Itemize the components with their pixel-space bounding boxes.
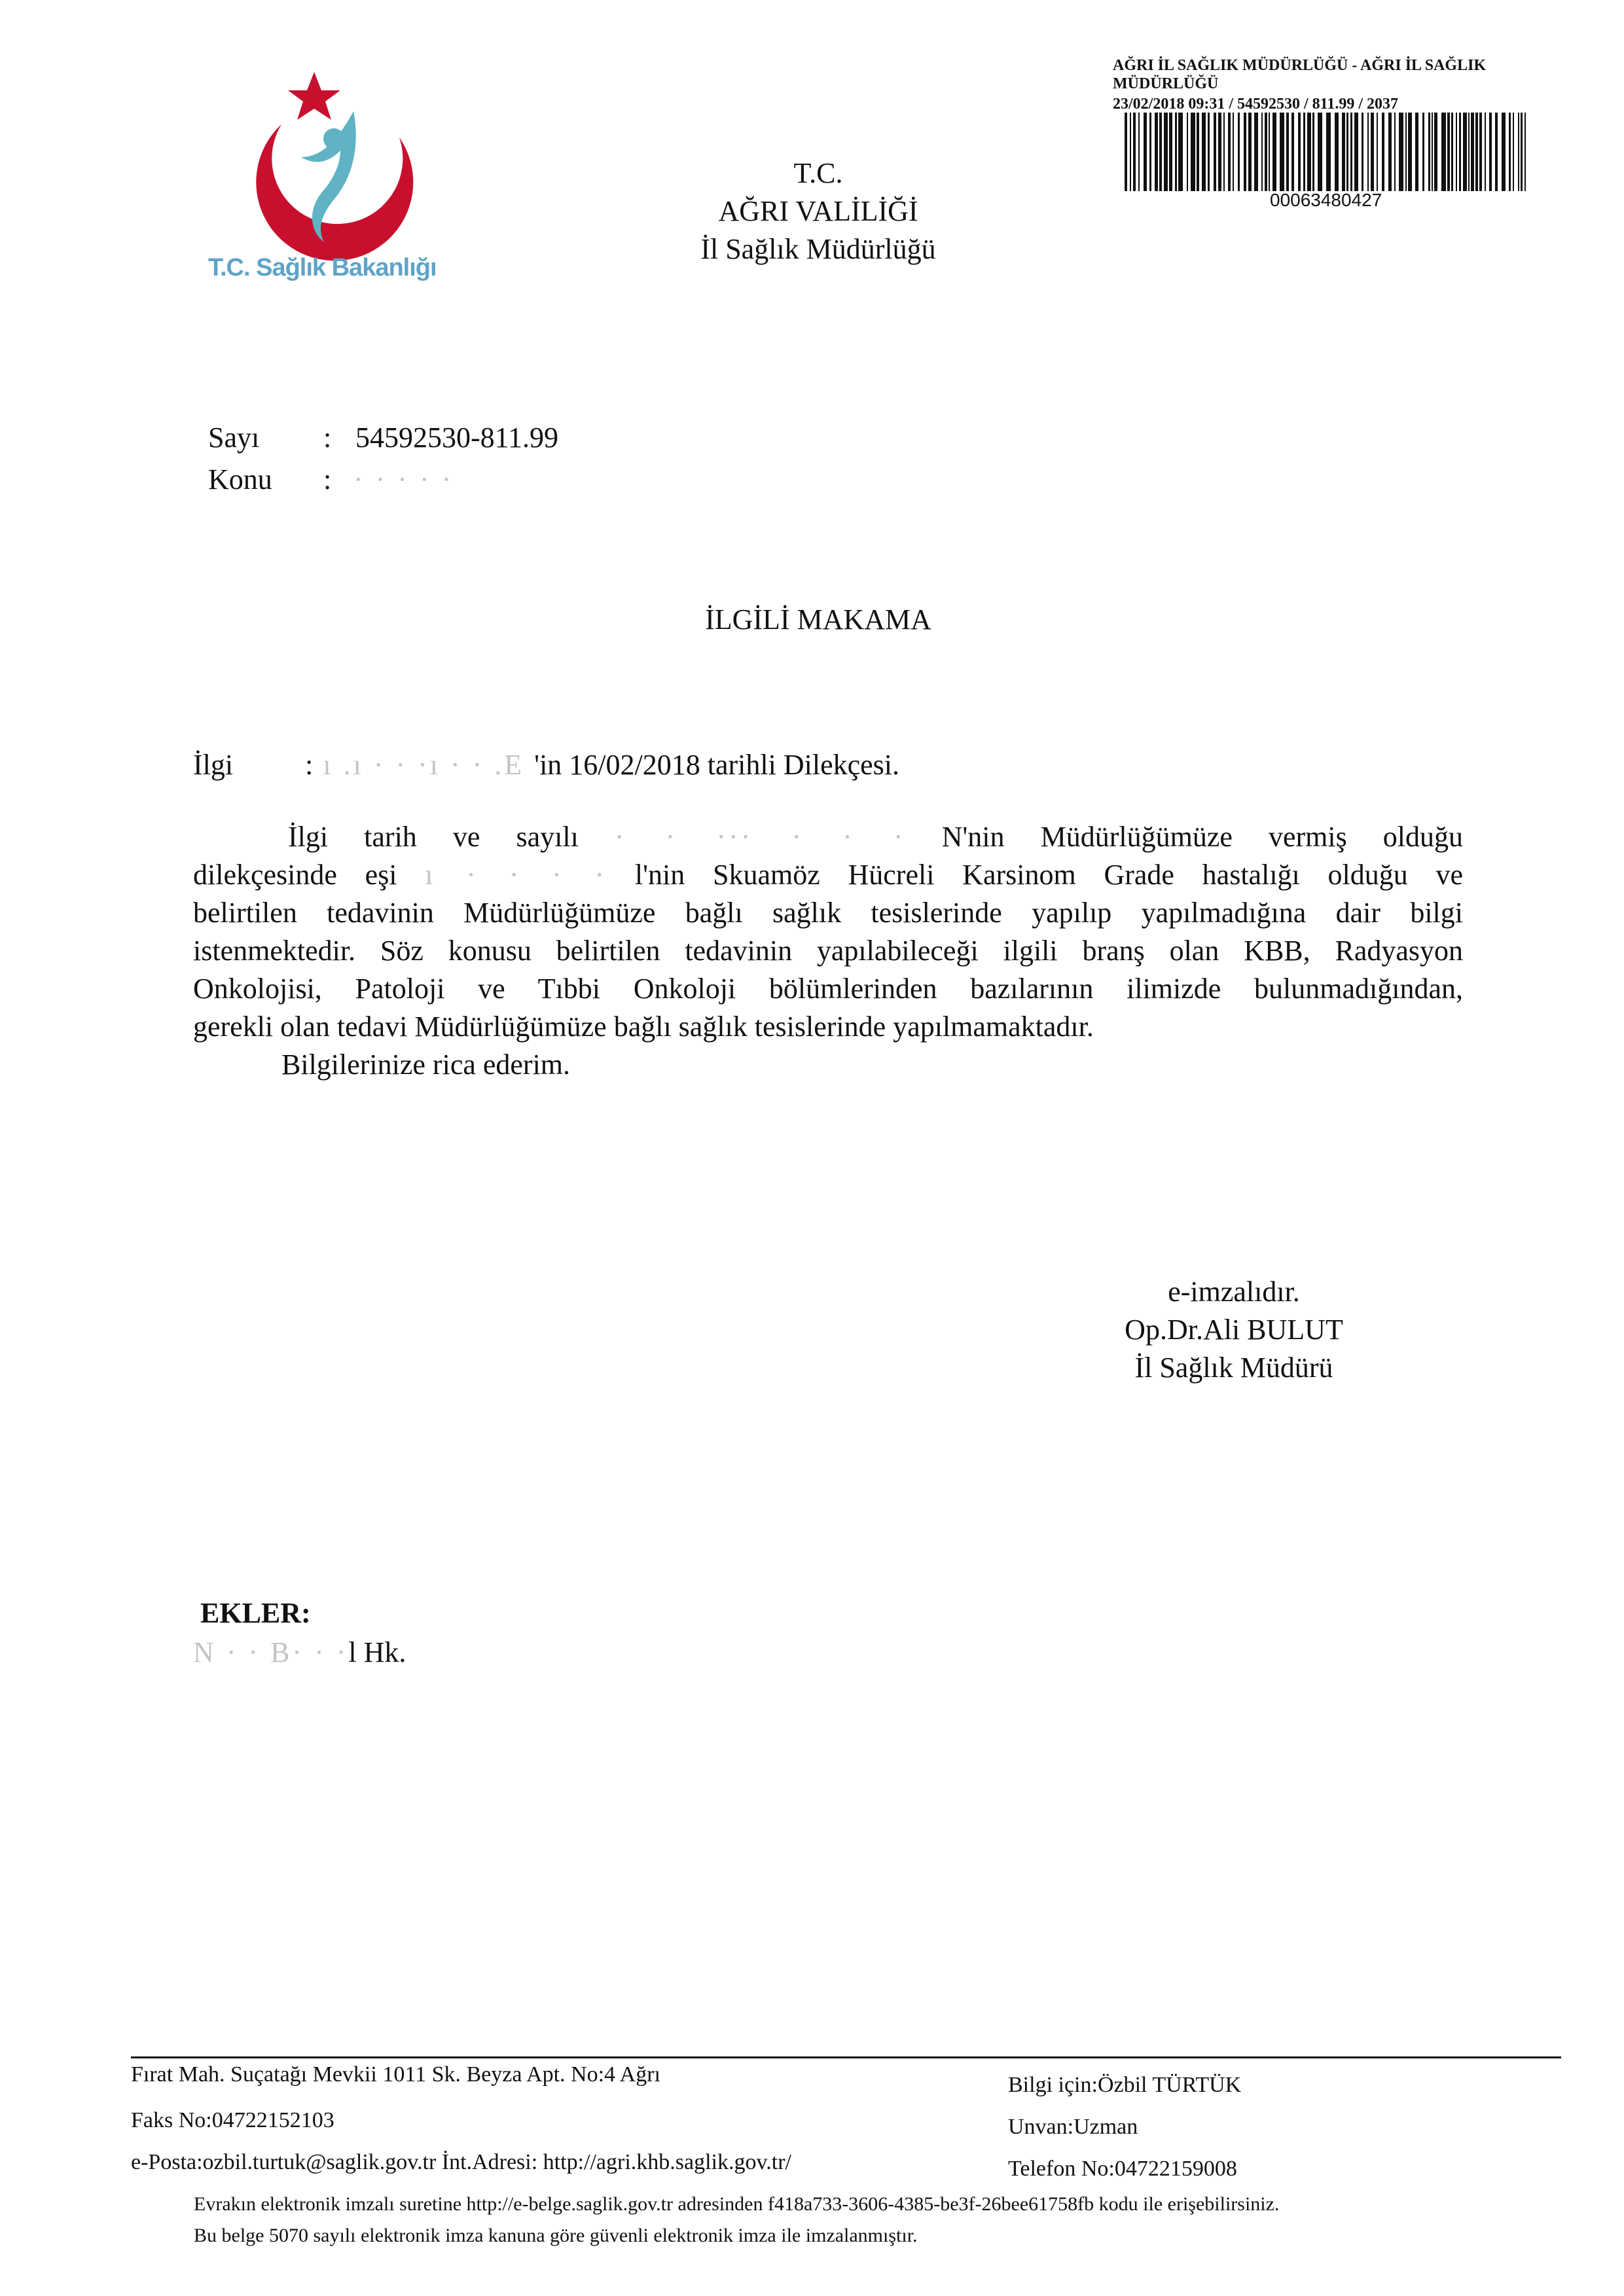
barcode-bar bbox=[1202, 113, 1206, 191]
barcode-bar bbox=[1138, 113, 1140, 191]
barcode-bar bbox=[1326, 113, 1331, 191]
barcode-bar bbox=[1164, 113, 1168, 191]
barcode-bar bbox=[1485, 113, 1486, 191]
barcode-bar bbox=[1191, 113, 1195, 191]
ilgi-separator: : bbox=[305, 749, 314, 781]
barcode-bar bbox=[1513, 113, 1514, 191]
barcode-bar bbox=[1144, 113, 1147, 191]
barcode-bar bbox=[1178, 113, 1183, 191]
barcode-bar bbox=[1133, 113, 1136, 191]
barcode-bar bbox=[1175, 113, 1177, 191]
barcode-bar bbox=[1159, 113, 1162, 191]
barcode-bar bbox=[1422, 113, 1424, 191]
barcode-bar bbox=[1475, 113, 1478, 191]
sayi-label: Sayı bbox=[208, 422, 260, 454]
barcode-bar bbox=[1312, 113, 1314, 191]
body-line-1: İlgi tarih ve sayılı · · ··· · · · N'nin Müdürlüğümüze vermiş olduğu bbox=[288, 821, 1464, 853]
barcode-bar bbox=[1214, 113, 1216, 191]
barcode-timestamp: 23/02/2018 09:31 / 54592530 / 811.99 / 2037 bbox=[1113, 96, 1399, 113]
barcode-bar bbox=[1509, 113, 1511, 191]
attachments-label: EKLER: bbox=[200, 1597, 311, 1629]
barcode-bar bbox=[1479, 113, 1482, 191]
barcode-bar bbox=[1244, 113, 1246, 191]
addressee: İLGİLİ MAKAMA bbox=[705, 603, 931, 636]
barcode-bar bbox=[1350, 113, 1352, 191]
barcode-bar bbox=[1233, 113, 1234, 191]
barcode-bar bbox=[1346, 113, 1348, 191]
barcode-bar bbox=[1388, 113, 1392, 191]
sayi-separator: : bbox=[323, 422, 332, 454]
body-line-3: belirtilen tedavinin Müdürlüğümüze bağlı sağlık tesislerinde yapılıp yapılmadığına dair bilgi bbox=[193, 897, 1463, 929]
barcode-bar bbox=[1459, 113, 1461, 191]
barcode-bar bbox=[1286, 113, 1289, 191]
ministry-logo-text: T.C. Sağlık Bakanlığı bbox=[208, 254, 437, 281]
barcode-bar bbox=[1354, 113, 1358, 191]
barcode-bar bbox=[1456, 113, 1457, 191]
barcode-bar bbox=[1367, 113, 1369, 191]
barcode-bar bbox=[1399, 113, 1403, 191]
barcode-bar bbox=[1280, 113, 1284, 191]
barcode-bar bbox=[1335, 113, 1339, 191]
barcode-bar bbox=[1155, 113, 1158, 191]
barcode-bar bbox=[1265, 113, 1267, 191]
barcode-number: 00063480427 bbox=[1270, 190, 1382, 210]
barcode-bar bbox=[1248, 113, 1252, 191]
closing-line: Bilgilerinize rica ederim. bbox=[281, 1049, 571, 1081]
konu-separator: : bbox=[323, 463, 332, 495]
barcode-bar bbox=[1468, 113, 1470, 191]
barcode-bar bbox=[1502, 113, 1506, 191]
barcode-bar bbox=[1269, 113, 1270, 191]
barcode-bar bbox=[1298, 113, 1301, 191]
barcode-bar bbox=[1272, 113, 1276, 191]
barcode-bar bbox=[1362, 113, 1363, 191]
barcode-bar bbox=[1471, 113, 1474, 191]
barcode-bar bbox=[1441, 113, 1446, 191]
barcode-bar bbox=[1130, 113, 1131, 191]
footer-divider bbox=[131, 2056, 1561, 2058]
barcode-bar bbox=[1394, 113, 1396, 191]
barcode-bar bbox=[1208, 113, 1210, 191]
footer-address: Fırat Mah. Suçatağı Mevkii 1011 Sk. Beyza Apt. No:4 Ağrı bbox=[131, 2062, 660, 2087]
barcode-bar bbox=[1303, 113, 1305, 191]
barcode-bar bbox=[1434, 113, 1437, 191]
footer-verification: Evrakın elektronik imzalı suretine http://e-belge.saglik.gov.tr adresinden f418a733-3606-4385-be3f-26bee61758fb kodu ile erişebilirsiniz. bbox=[194, 2193, 1280, 2215]
barcode-bar bbox=[1318, 113, 1322, 191]
barcode-bar bbox=[1149, 113, 1151, 191]
body-line-2: dilekçesinde eşi ı · · · · l'nin Skuamöz Hücreli Karsinom Grade hastalığı olduğu ve bbox=[193, 859, 1464, 891]
footer-legal-notice: Bu belge 5070 sayılı elektronik imza kanuna göre güvenli elektronik imza ile imzalanmıştır. bbox=[194, 2225, 918, 2246]
ilgi-label: İlgi bbox=[193, 749, 234, 781]
barcode-bar bbox=[1261, 113, 1263, 191]
body-line-5: Onkolojisi, Patoloji ve Tıbbi Onkoloji bölümlerinden bazılarının ilimizde bulunmadığından, bbox=[193, 973, 1463, 1005]
signature-name: Op.Dr.Ali BULUT bbox=[1125, 1314, 1343, 1346]
header-governorship: AĞRI VALİLİĞİ bbox=[718, 195, 918, 227]
body-line-6: gerekli olan tedavi Müdürlüğümüze bağlı sağlık tesislerinde yapılmamaktadır. bbox=[193, 1011, 1094, 1043]
body-line-4: istenmektedir. Söz konusu belirtilen tedavinin yapılabileceği ilgili branş olan KBB, Radyasyon bbox=[193, 935, 1463, 967]
barcode-bar bbox=[1254, 113, 1258, 191]
barcode-bar bbox=[1525, 113, 1526, 191]
barcode-bar bbox=[1405, 113, 1407, 191]
footer-phone: Telefon No:04722159008 bbox=[1008, 2157, 1237, 2181]
barcode-bar bbox=[1463, 113, 1467, 191]
barcode-bar bbox=[1408, 113, 1412, 191]
barcode-bar bbox=[1415, 113, 1418, 191]
header-tc: T.C. bbox=[793, 157, 843, 189]
konu-redacted: · · · · · bbox=[353, 463, 454, 495]
barcode-bar bbox=[1447, 113, 1450, 191]
signature-note: e-imzalıdır. bbox=[1168, 1276, 1300, 1308]
barcode-bar bbox=[1342, 113, 1345, 191]
footer-info-contact: Bilgi için:Özbil TÜRTÜK bbox=[1008, 2073, 1242, 2097]
konu-label: Konu bbox=[208, 463, 272, 495]
barcode-bar bbox=[1428, 113, 1430, 191]
ilgi-suffix: 'in 16/02/2018 tarihli Dilekçesi. bbox=[534, 749, 899, 781]
body-paragraph bbox=[193, 818, 1463, 1046]
barcode-icon bbox=[1125, 113, 1530, 191]
footer-fax: Faks No:04722152103 bbox=[131, 2108, 334, 2132]
ilgi-redacted: ı .ı · · ·ı · · .E bbox=[313, 749, 535, 781]
barcode-bar bbox=[1382, 113, 1384, 191]
barcode-bar bbox=[1521, 113, 1523, 191]
barcode-bar bbox=[1125, 113, 1127, 191]
barcode-bar bbox=[1489, 113, 1492, 191]
barcode-bar bbox=[1218, 113, 1221, 191]
header-directorate: İl Sağlık Müdürlüğü bbox=[700, 233, 936, 265]
barcode-bar bbox=[1371, 113, 1374, 191]
barcode-header: AĞRI İL SAĞLIK MÜDÜRLÜĞÜ - AĞRI İL SAĞLIK MÜDÜRLÜĞÜ bbox=[1113, 57, 1487, 92]
barcode-bar bbox=[1451, 113, 1453, 191]
barcode-bar bbox=[1377, 113, 1378, 191]
barcode-bar bbox=[1197, 113, 1199, 191]
barcode-bar bbox=[1518, 113, 1519, 191]
barcode-bar bbox=[1432, 113, 1433, 191]
barcode-bar bbox=[1307, 113, 1311, 191]
barcode-bar bbox=[1291, 113, 1294, 191]
attachments-item: N · · B· · ·l Hk. bbox=[193, 1636, 406, 1668]
footer-contact-title: Unvan:Uzman bbox=[1008, 2115, 1138, 2139]
barcode-bar bbox=[1169, 113, 1172, 191]
signature-title: İl Sağlık Müdürü bbox=[1134, 1352, 1333, 1384]
barcode-bar bbox=[1223, 113, 1225, 191]
ilgi-line bbox=[193, 746, 1110, 784]
barcode-bar bbox=[1228, 113, 1231, 191]
barcode-bar bbox=[1187, 113, 1188, 191]
barcode-bar bbox=[1238, 113, 1240, 191]
sayi-value: 54592530-811.99 bbox=[355, 422, 559, 454]
footer-email: e-Posta:ozbil.turtuk@saglik.gov.tr İnt.Adresi: http://agri.khb.saglik.gov.tr/ bbox=[131, 2150, 791, 2174]
barcode-bar bbox=[1495, 113, 1498, 191]
